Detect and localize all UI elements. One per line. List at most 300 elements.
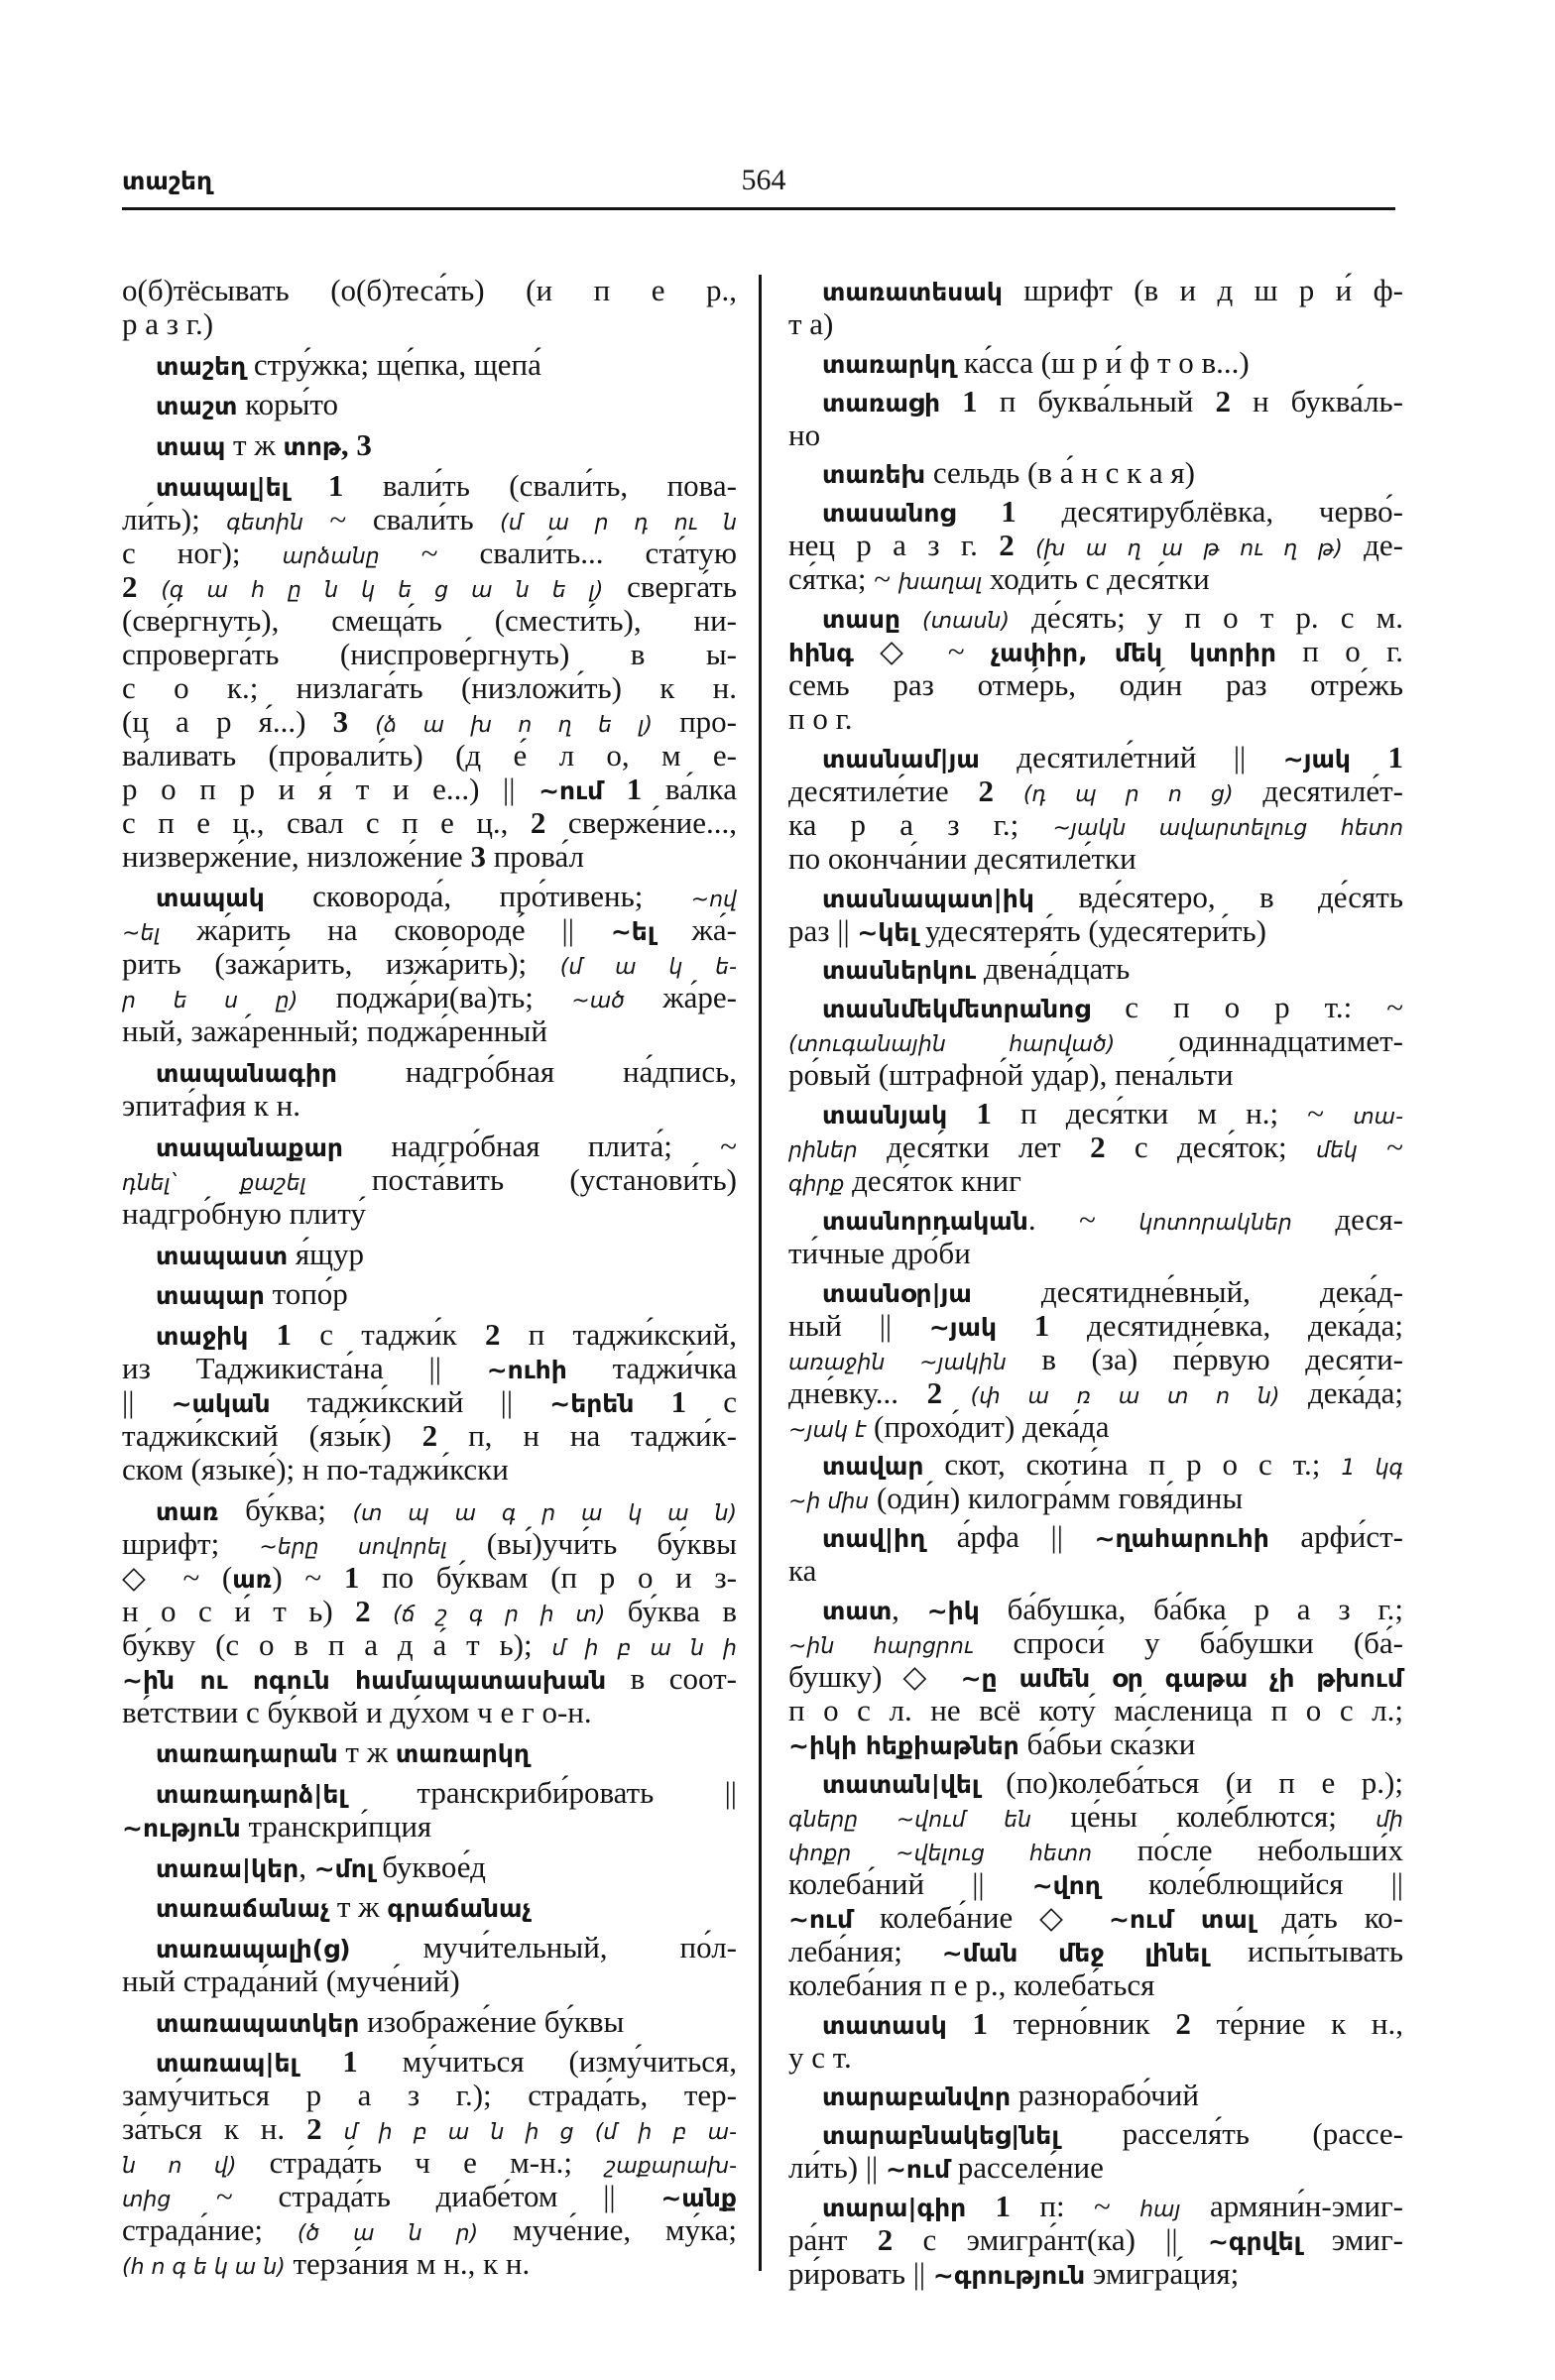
armenian-example: (մ ա կ ե- — [559, 955, 737, 981]
dictionary-entry — [122, 1735, 737, 1769]
russian-translation: ли́ть) || — [788, 2150, 886, 2186]
armenian-example: ր ե ս ը) — [122, 989, 299, 1014]
armenian-headword: տարաբանվոր — [822, 2082, 1012, 2112]
russian-translation: колеба́ний || — [788, 1865, 1032, 1901]
text-line — [122, 1527, 737, 1561]
russian-translation: вали́ть (свали́ть, пова- — [343, 467, 737, 503]
russian-translation: топо́р — [264, 1276, 348, 1312]
russian-translation: вде́сятеро, в де́сять — [1033, 879, 1403, 914]
russian-translation: дека́да; — [1279, 1374, 1404, 1410]
text-line — [122, 1890, 737, 1924]
armenian-headword: տառատեսակ — [822, 278, 1003, 306]
text-line — [788, 1309, 1403, 1343]
armenian-headword: չափիր, մեկ կտրիր — [991, 638, 1276, 667]
armenian-headword: տառապ|ել — [156, 2049, 299, 2079]
armenian-example: ~ին հարցրու — [788, 1633, 974, 1659]
russian-translation: бу́ква в — [605, 1593, 738, 1628]
russian-translation: шрифт; — [122, 1525, 260, 1561]
armenian-headword: տառապատկեր — [156, 2008, 360, 2038]
russian-translation: рить (зажа́рить, изжа́рить); — [122, 946, 560, 982]
russian-translation: ва́лка — [642, 771, 738, 806]
sense-number: 2 — [978, 773, 1023, 808]
russian-translation: но — [788, 416, 821, 452]
dictionary-entry — [122, 2045, 737, 2281]
russian-translation: дать ко- — [1255, 1899, 1403, 1935]
russian-translation: о(б)тёсывать (о(б)теса́ть) (и п е р., — [122, 273, 737, 307]
dictionary-entry — [122, 1318, 737, 1487]
sense-number: 2 — [421, 1417, 438, 1453]
sense-number: 2 — [999, 528, 1036, 563]
armenian-headword: ~ում — [538, 775, 604, 805]
russian-translation: эмиг- — [1301, 2221, 1403, 2257]
russian-translation: транскри́пция — [240, 1808, 432, 1844]
russian-translation: ва́ливать (провали́ть) (д е́ л о, м е- — [122, 737, 737, 773]
dictionary-entry — [788, 1448, 1403, 1515]
text-line — [122, 469, 737, 503]
russian-translation: т ж — [225, 427, 284, 463]
text-line — [788, 1800, 1403, 1834]
dictionary-entry — [122, 1238, 737, 1271]
russian-translation: эпита́фия к н. — [122, 1088, 301, 1124]
armenian-example: ~ել — [122, 921, 161, 947]
russian-translation: коры́то — [237, 387, 339, 422]
russian-translation: десятирублёвка, черво́- — [1016, 494, 1403, 530]
russian-translation: по оконча́нии десятиле́тки — [788, 840, 1136, 876]
text-line — [122, 1964, 737, 1998]
sense-number: 2 — [926, 1374, 971, 1410]
russian-translation: (по)колеба́ться (и п е р.); — [979, 1764, 1403, 1800]
russian-translation: ве́тствии с бу́квой и ду́хом ч е г о-н. — [122, 1694, 592, 1729]
russian-translation: таджи́кский || — [270, 1383, 550, 1419]
russian-translation: ~ страда́ть диабе́том || — [171, 2179, 661, 2214]
russian-translation: разнорабо́чий — [1011, 2078, 1199, 2113]
russian-translation: ском (языке́); н по-таджи́кски — [122, 1451, 509, 1487]
russian-translation: эмигра́ция; — [1085, 2255, 1240, 2291]
text-line — [788, 1626, 1403, 1660]
armenian-headword: տապ — [156, 432, 226, 462]
text-line — [122, 428, 737, 462]
armenian-example: (խ ա ղ ա թ ու ղ թ) — [1035, 536, 1343, 562]
russian-translation: , — [892, 1591, 927, 1626]
russian-translation: про- — [652, 703, 737, 739]
sense-number: 2 — [484, 1316, 501, 1352]
armenian-headword: տառադարան — [156, 1739, 338, 1769]
russian-translation: одиннадцатимет- — [1115, 1023, 1403, 1059]
armenian-example: կոտորակներ — [1138, 1210, 1292, 1236]
russian-translation: ~ свали́ть — [302, 501, 501, 536]
text-line — [122, 1735, 737, 1769]
russian-translation: десятидне́вка, дека́да; — [1049, 1307, 1403, 1343]
sense-number: 3 — [332, 703, 376, 739]
armenian-headword: տառ — [156, 1496, 219, 1526]
armenian-headword: տապալ|ել — [156, 472, 290, 502]
russian-translation: терно́вник — [988, 2005, 1176, 2041]
text-line — [122, 1055, 737, 1089]
armenian-example: (ձ ա խ ո ղ ե լ) — [375, 712, 653, 738]
text-line — [788, 562, 1403, 596]
armenian-example: տից — [122, 2188, 172, 2213]
armenian-headword: ~մոլ — [313, 1853, 375, 1883]
dictionary-entry — [122, 348, 737, 382]
text-line — [788, 1834, 1403, 1867]
text-line — [122, 1089, 737, 1123]
russian-translation: десятиле́тие — [788, 773, 979, 808]
text-line — [788, 914, 1403, 948]
text-line — [122, 1595, 737, 1628]
text-line — [788, 1901, 1403, 1935]
russian-translation: у с т. — [788, 2039, 852, 2075]
russian-translation: надгро́бная на́дпись, — [337, 1054, 737, 1090]
russian-translation: ный || — [788, 1307, 929, 1343]
text-line — [122, 1561, 737, 1595]
dictionary-entry — [788, 2079, 1403, 2112]
armenian-example: գիրք — [788, 1171, 845, 1197]
text-line — [788, 1482, 1403, 1515]
armenian-headword: տավար — [822, 1452, 924, 1482]
russian-translation: ти́чные дро́би — [788, 1235, 971, 1270]
armenian-headword: տավ|իղ — [822, 1524, 926, 1554]
armenian-example: մ ի բ ա ն ի — [551, 1635, 737, 1661]
text-line — [122, 1453, 737, 1487]
russian-translation: дне́вку... — [788, 1374, 927, 1410]
text-line — [122, 806, 737, 840]
armenian-example: մեկ — [1316, 1137, 1358, 1163]
sense-number: 2 — [355, 1593, 394, 1628]
russian-translation: в соот- — [606, 1660, 738, 1696]
text-line — [788, 495, 1403, 529]
dictionary-entry — [788, 952, 1403, 986]
text-line — [122, 1776, 737, 1810]
armenian-headword: ~իկի հեքիաթներ — [788, 1730, 1019, 1760]
dictionary-entry — [122, 1890, 737, 1924]
armenian-example: ~երը սովորել — [259, 1534, 447, 1560]
sense-number: 3 — [470, 838, 486, 874]
russian-translation: буквое́д — [374, 1848, 486, 1884]
text-line — [122, 913, 737, 947]
text-line — [122, 1493, 737, 1527]
text-line — [788, 601, 1403, 635]
armenian-headword: հինգ — [788, 638, 854, 667]
text-line — [788, 1968, 1403, 2002]
russian-translation: (прохо́дит) дека́да — [866, 1408, 1110, 1444]
armenian-headword: տաշտ — [156, 392, 238, 421]
text-line — [122, 1385, 737, 1419]
sense-number: 2 — [1215, 383, 1231, 418]
sense-number: 2 — [877, 2221, 894, 2257]
russian-translation: ли́ть); — [122, 501, 227, 536]
text-line — [122, 1318, 737, 1352]
text-line — [122, 2213, 737, 2247]
text-line — [788, 1164, 1403, 1198]
russian-translation: в (за) пе́рвую десяти- — [1006, 1341, 1403, 1376]
armenian-headword: տապանագիր — [156, 1059, 337, 1089]
text-line — [788, 2079, 1403, 2112]
text-line — [788, 1520, 1403, 1554]
russian-translation: с п о р т.: ~ — [1090, 990, 1403, 1025]
dictionary-entry — [122, 1277, 737, 1311]
dictionary-entry — [122, 1931, 737, 1998]
sense-number: 1 — [940, 383, 978, 418]
armenian-headword: տառարկղ — [395, 1739, 530, 1769]
armenian-headword: ~ում — [788, 1904, 854, 1934]
armenian-headword: տապար — [156, 1281, 265, 1311]
russian-translation: скот, скоти́на п р о с т.; — [923, 1447, 1342, 1483]
russian-translation: с эмигра́нт(ка) || — [893, 2221, 1208, 2257]
dictionary-entry — [788, 1593, 1403, 1761]
dictionary-entry — [788, 346, 1403, 380]
russian-translation: ) ~ — [272, 1559, 344, 1595]
armenian-example: գետին — [226, 510, 303, 536]
armenian-headword: ~ական — [171, 1388, 271, 1418]
russian-translation: т а) — [788, 306, 834, 341]
text-line — [788, 991, 1403, 1024]
dictionary-entry — [788, 1766, 1403, 2002]
text-line — [788, 1766, 1403, 1800]
armenian-example: մի — [1376, 1807, 1403, 1833]
armenian-example: րիներ — [788, 1137, 858, 1163]
text-line — [122, 1130, 737, 1163]
russian-translation: страда́ть ч е м-н.; — [236, 2145, 606, 2181]
sense-number: 2 — [1175, 2005, 1191, 2041]
russian-translation: ка р а з г.; — [788, 806, 1053, 842]
armenian-example: (տ պ ա գ ր ա կ ա ն) — [352, 1500, 737, 1526]
text-line — [788, 635, 1403, 668]
russian-translation: изображе́ние бу́квы — [359, 2003, 625, 2039]
dictionary-entry — [122, 1776, 737, 1844]
text-line — [122, 1014, 737, 1048]
armenian-example: (դ պ ր ո ց) — [1022, 781, 1234, 807]
text-line — [122, 348, 737, 382]
russian-translation: спроверга́ть (ниспрове́ргнуть) в ы- — [122, 636, 737, 671]
russian-translation: десятиле́т- — [1233, 773, 1403, 808]
dictionary-entry — [788, 1275, 1403, 1444]
dictionary-entry — [122, 1493, 737, 1729]
armenian-headword: տապանաքար — [156, 1132, 343, 1162]
text-line — [788, 808, 1403, 842]
text-line — [122, 840, 737, 874]
text-line — [122, 536, 737, 570]
russian-translation: р а з г.) — [122, 306, 214, 341]
text-line — [788, 774, 1403, 808]
russian-translation: десятидне́вный, дека́д- — [971, 1273, 1403, 1309]
armenian-example: հայ — [1139, 2197, 1181, 2222]
armenian-headword: տասը — [822, 604, 900, 634]
russian-translation: я́щур — [288, 1236, 365, 1271]
text-line — [122, 2045, 737, 2079]
russian-translation: ный страда́ний (муче́ний) — [122, 1964, 460, 1998]
russian-translation: п буква́льный — [977, 383, 1216, 418]
dictionary-entry — [122, 388, 737, 421]
armenian-example: խաղալ — [897, 570, 983, 596]
russian-translation: из Таджикиста́на || — [122, 1350, 487, 1385]
russian-translation: армяни́н-эмиг- — [1180, 2188, 1403, 2223]
russian-translation: с п е ц., свал с п е ц., — [122, 804, 531, 840]
russian-translation: бу́ква; — [218, 1491, 353, 1527]
sense-number: 1 — [343, 1559, 360, 1595]
russian-translation: ся́тка; ~ — [788, 561, 898, 597]
text-line — [788, 881, 1403, 914]
text-line — [788, 1448, 1403, 1482]
russian-translation: н буква́ль- — [1230, 383, 1403, 418]
sense-number: , 3 — [340, 427, 372, 463]
armenian-headword: տասնօր|յա — [822, 1278, 972, 1308]
sense-number: 1 — [248, 1316, 292, 1352]
russian-translation: деся́тки лет — [857, 1129, 1091, 1164]
armenian-headword: տատասկ — [822, 2010, 947, 2040]
armenian-example: (գ ա հ ը ն կ ե ց ա ն ե լ) — [161, 577, 604, 603]
russian-translation: расселе́ние — [950, 2150, 1104, 2186]
text-line — [788, 668, 1403, 702]
text-line — [122, 1238, 737, 1271]
armenian-headword: ~յակ — [1282, 744, 1351, 774]
dictionary-entry — [122, 469, 737, 874]
armenian-headword: տաջիկ — [156, 1321, 249, 1351]
header-rule — [122, 207, 1395, 210]
text-line — [122, 570, 737, 604]
armenian-headword: ~ղահարուհի — [1094, 1524, 1269, 1554]
text-line — [788, 2190, 1403, 2223]
text-line — [122, 1931, 737, 1964]
russian-translation: терза́ния м н., к н. — [285, 2246, 531, 2282]
armenian-headword: տառապալի(ց) — [156, 1935, 351, 1964]
armenian-headword: ~գրություն — [932, 2260, 1086, 2290]
sense-number: 1 — [947, 1095, 992, 1130]
text-line — [788, 1275, 1403, 1309]
russian-translation: т ж — [329, 1889, 388, 1925]
text-line — [122, 638, 737, 671]
text-line — [788, 1376, 1403, 1410]
russian-translation: раз || — [788, 912, 858, 948]
armenian-headword: ~ուհի — [486, 1355, 567, 1384]
russian-translation: муче́ние, му́ка; — [478, 2212, 737, 2248]
sense-number: 1 — [966, 2188, 1012, 2223]
russian-translation: жа́рить на сковороде́ || — [160, 912, 611, 948]
russian-translation: надгро́бную плиту́ — [122, 1195, 366, 1231]
armenian-headword: առ — [232, 1564, 273, 1594]
armenian-headword: տապակ — [156, 884, 265, 913]
text-line — [788, 456, 1403, 490]
russian-translation: сверга́ть — [603, 568, 737, 604]
russian-translation: леба́ния; — [788, 1933, 942, 1968]
armenian-example: 1 կգ — [1341, 1456, 1403, 1482]
russian-translation: расселя́ть (рассе- — [1059, 2116, 1403, 2152]
text-line — [122, 981, 737, 1014]
russian-translation: ◇ ~ ( — [122, 1559, 233, 1595]
text-line — [788, 307, 1403, 341]
left-column — [122, 274, 737, 2281]
dictionary-entry — [122, 1130, 737, 1231]
armenian-headword: տապաստ — [156, 1241, 289, 1270]
armenian-headword: տասնմեկմետրանոց — [822, 995, 1091, 1024]
text-line — [122, 2112, 737, 2146]
russian-translation: по бу́квам (п р о и з- — [359, 1559, 737, 1595]
russian-translation: сельдь (в а́ н с к а я) — [925, 455, 1195, 491]
sense-number: 1 — [634, 1383, 687, 1419]
russian-translation: ный, зажа́ренный; поджа́ренный — [122, 1013, 547, 1049]
text-line — [122, 388, 737, 421]
text-line — [122, 274, 737, 307]
text-line — [122, 1163, 737, 1197]
armenian-headword: տասնորդական — [822, 1206, 1028, 1236]
armenian-headword: տառաճանաչ — [156, 1894, 330, 1924]
russian-translation: п о г. — [1275, 633, 1404, 668]
armenian-headword: տասանոց — [822, 499, 956, 529]
russian-translation: двена́дцать — [976, 951, 1131, 987]
text-line — [122, 1810, 737, 1844]
armenian-example: (մ ա ր դ ու ն — [500, 510, 738, 536]
text-line — [788, 702, 1403, 736]
sense-number: 1 — [1350, 739, 1404, 774]
armenian-headword: ~գրվել — [1207, 2226, 1302, 2256]
armenian-example: գները ~վում են — [788, 1807, 1031, 1833]
dictionary-entry — [788, 881, 1403, 948]
armenian-headword: տոթ — [283, 432, 341, 462]
russian-translation: це́ны коле́блются; — [1030, 1798, 1376, 1834]
dictionary-entry — [788, 385, 1403, 452]
russian-translation: ба́бьи ска́зки — [1018, 1726, 1196, 1761]
dictionary-entry — [788, 1203, 1403, 1270]
sense-number: 2 — [530, 804, 546, 840]
sense-number: 2 — [1090, 1129, 1106, 1164]
text-line — [788, 2117, 1403, 2151]
armenian-headword: տառարկղ — [822, 349, 957, 379]
text-line — [122, 705, 737, 739]
text-line — [122, 1277, 737, 1311]
text-line — [788, 529, 1403, 562]
armenian-example: (փ ա ռ ա տ ո ն) — [970, 1383, 1280, 1409]
armenian-example: փոքր ~վելուց հետո — [788, 1841, 1093, 1866]
text-line — [788, 1660, 1403, 1694]
armenian-headword: տառադարձ|ել — [156, 1779, 347, 1809]
russian-translation: таджи́чка — [566, 1350, 737, 1385]
russian-translation: спроси́ у ба́бушки (ба́- — [973, 1624, 1403, 1660]
armenian-example: ~ած — [571, 989, 625, 1014]
sense-number: 1 — [946, 2005, 989, 2041]
armenian-headword: ~ը ամեն օր գաթա չի թխում — [960, 1663, 1403, 1693]
russian-translation: заму́читься р а з г.); страда́ть, тер- — [122, 2078, 737, 2113]
russian-translation: ка́сса (ш р и́ ф т о в...) — [956, 344, 1250, 380]
russian-translation: р о п р и я́ т и е...) || — [122, 771, 539, 806]
russian-translation: надгро́бная плита́; ~ — [343, 1128, 737, 1163]
text-line — [122, 1419, 737, 1453]
dictionary-entry — [788, 2007, 1403, 2075]
russian-translation: н о с и́ т ь) — [122, 1593, 356, 1628]
russian-translation: п таджи́кский, — [500, 1316, 737, 1352]
armenian-headword: ~յակ — [928, 1312, 998, 1342]
armenian-example: առաջին ~յակին — [788, 1350, 1007, 1375]
russian-translation: прова́л — [485, 838, 585, 874]
russian-translation: жа́ре- — [624, 980, 738, 1015]
text-line — [788, 1694, 1403, 1727]
armenian-example: արձանը — [282, 543, 380, 569]
text-line — [788, 1024, 1403, 1058]
text-line — [122, 773, 737, 806]
dictionary-entry — [122, 274, 737, 341]
armenian-headword: ~ում — [885, 2155, 951, 2185]
dictionary-entry — [788, 991, 1403, 1092]
dictionary-entry — [122, 428, 737, 462]
russian-translation: деся́ток книг — [844, 1162, 1021, 1198]
armenian-headword: տատան|վել — [822, 1769, 980, 1799]
dictionary-entry — [788, 495, 1403, 596]
text-line — [788, 952, 1403, 986]
russian-translation: коле́блющийся || — [1100, 1865, 1403, 1901]
sense-number: 2 — [306, 2111, 344, 2147]
armenian-headword: տատ — [822, 1596, 893, 1625]
russian-translation: ба́бушка, ба́бка р а з г.; — [979, 1591, 1403, 1626]
russian-translation: колеба́ния п е р., колеба́ться — [788, 1966, 1155, 2002]
dictionary-entry — [122, 2005, 737, 2039]
